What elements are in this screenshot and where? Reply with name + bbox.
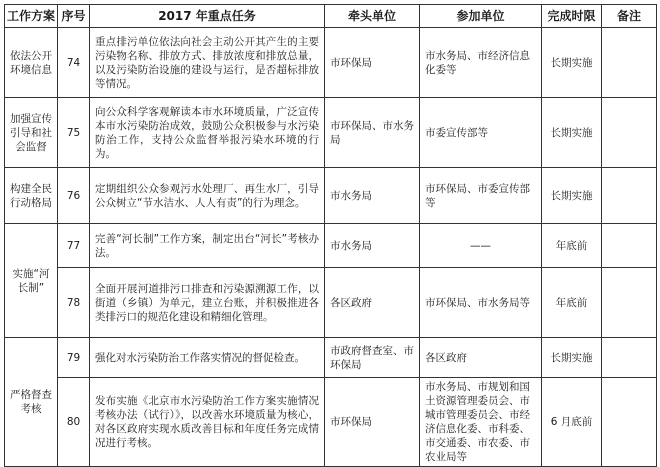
task-cell: 发布实施《北京市水污染防治工作方案实施情况考核办法（试行）》，以改善水环境质量为核心，对各区政府实现水质改善目标和年度任务完成情况进行考核。 [90, 378, 325, 467]
number-cell: 76 [58, 168, 90, 224]
task-cell: 全面开展河道排污口排查和污染源溯源工作，以街道（乡镇）为单元，建立台账，并积极推进各类排污口的规范化建设和精细化管理。 [90, 268, 325, 338]
header-remarks: 备注 [602, 5, 657, 28]
category-cell: 依法公开环境信息 [5, 28, 58, 98]
table-row [5, 268, 657, 338]
participants-cell: 市环保局、市水务局等 [420, 268, 542, 338]
header-category: 工作方案 [5, 5, 58, 28]
lead-cell: 市环保局 [325, 378, 420, 467]
participants-cell: 市水务局、市经济信息化委等 [420, 28, 542, 98]
lead-cell: 市政府督查室、市环保局 [325, 338, 420, 378]
remarks-cell [602, 28, 657, 98]
task-cell: 重点排污单位依法向社会主动公开其产生的主要污染物名称、排放方式、排放浓度和排放总量，以及污染防治设施的建设与运行，是否超标排放等情况。 [90, 28, 325, 98]
participants-cell: 市水务局、市规划和国土资源管理委员会、市城市管理委员会、市经济信息化委、市科委、市交通委、市农委、市农业局等 [420, 378, 542, 467]
number-cell: 75 [58, 98, 90, 168]
header-task: 2017 年重点任务 [90, 5, 325, 28]
deadline-cell: 年底前 [542, 268, 602, 338]
participants-cell: —— [420, 224, 542, 268]
deadline-cell: 6 月底前 [542, 378, 602, 467]
task-cell: 完善“河长制”工作方案，制定出台“河长”考核办法。 [90, 224, 325, 268]
participants-cell: 市委宣传部等 [420, 98, 542, 168]
task-cell: 向公众科学客观解读本市水环境质量，广泛宣传本市水污染防治成效，鼓励公众积极参与水污染防治工作，支持公众监督举报污染水环境的行为。 [90, 98, 325, 168]
remarks-cell [602, 378, 657, 467]
remarks-cell [602, 268, 657, 338]
number-cell: 77 [58, 224, 90, 268]
header-number: 序号 [58, 5, 90, 28]
category-cell: 构建全民行动格局 [5, 168, 58, 224]
category-cell: 加强宣传引导和社会监督 [5, 98, 58, 168]
number-cell: 78 [58, 268, 90, 338]
number-cell: 79 [58, 338, 90, 378]
table-row [5, 168, 657, 224]
lead-cell: 市环保局、市水务局 [325, 98, 420, 168]
table-row [5, 98, 657, 168]
lead-cell: 市水务局 [325, 168, 420, 224]
task-table [4, 4, 657, 467]
header-participants: 参加单位 [420, 5, 542, 28]
header-deadline: 完成时限 [542, 5, 602, 28]
table-row [5, 28, 657, 98]
header-row [5, 5, 657, 28]
remarks-cell [602, 338, 657, 378]
category-cell: 实施“河长制” [5, 224, 58, 338]
deadline-cell: 长期实施 [542, 98, 602, 168]
deadline-cell: 长期实施 [542, 28, 602, 98]
task-cell: 强化对水污染防治工作落实情况的督促检查。 [90, 338, 325, 378]
table-row [5, 378, 657, 467]
lead-cell: 市水务局 [325, 224, 420, 268]
task-cell: 定期组织公众参观污水处理厂、再生水厂，引导公众树立“节水洁水、人人有责”的行为理念。 [90, 168, 325, 224]
number-cell: 80 [58, 378, 90, 467]
participants-cell: 各区政府 [420, 338, 542, 378]
category-cell: 严格督查考核 [5, 338, 58, 467]
participants-cell: 市环保局、市委宣传部等 [420, 168, 542, 224]
deadline-cell: 长期实施 [542, 168, 602, 224]
remarks-cell [602, 224, 657, 268]
remarks-cell [602, 98, 657, 168]
lead-cell: 市环保局 [325, 28, 420, 98]
number-cell: 74 [58, 28, 90, 98]
table-row [5, 224, 657, 268]
lead-cell: 各区政府 [325, 268, 420, 338]
table-row [5, 338, 657, 378]
deadline-cell: 年底前 [542, 224, 602, 268]
deadline-cell: 长期实施 [542, 338, 602, 378]
header-lead: 牵头单位 [325, 5, 420, 28]
remarks-cell [602, 168, 657, 224]
